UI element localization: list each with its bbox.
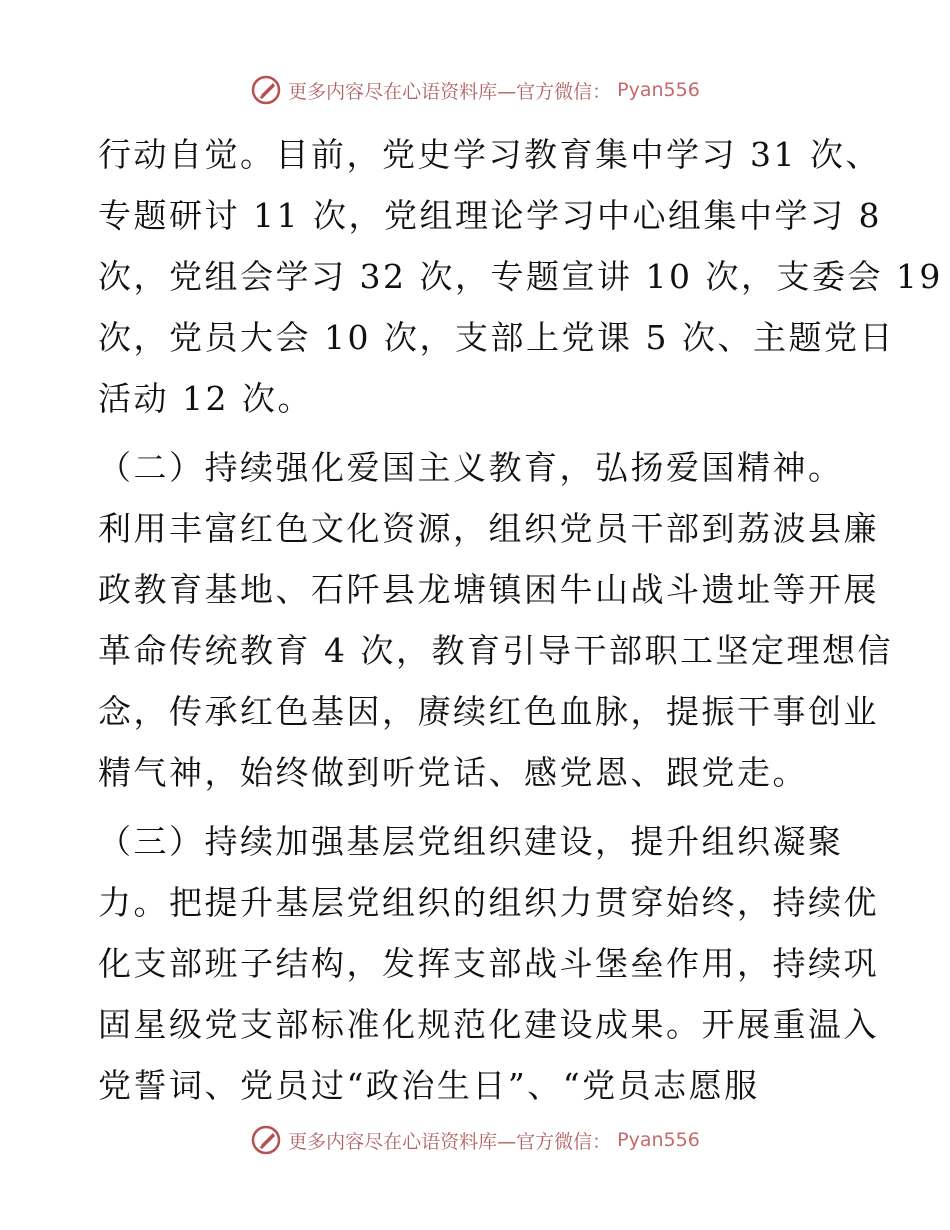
text-line: 革命传统教育 4 次，教育引导干部职工坚定理想信 [98, 631, 893, 670]
section-heading-line: （二）持续强化爱国主义教育，弘扬爱国精神。 [98, 448, 844, 487]
paragraph-2 [98, 437, 893, 803]
text-line: 政教育基地、石阡县龙塘镇困牛山战斗遗址等开展 [98, 570, 879, 609]
header-watermark [0, 74, 950, 106]
text-line: 念，传承红色基因，赓续红色血脉，提振干事创业 [98, 692, 879, 731]
text-line: 活动 12 次。 [98, 379, 313, 418]
section-heading-line: （三）持续加强基层党组织建设，提升组织凝聚 [98, 822, 844, 861]
text-line: 利用丰富红色文化资源，组织党员干部到荔波县廉 [98, 509, 879, 548]
paragraph-3 [98, 811, 879, 1116]
watermark-wechat-id: Pyan556 [617, 79, 700, 101]
footer-watermark [0, 1124, 950, 1156]
text-line: 专题研讨 11 次，党组理论学习中心组集中学习 8 [98, 196, 882, 235]
quill-logo-icon [250, 1124, 282, 1156]
text-line: 固星级党支部标准化规范化建设成果。开展重温入 [98, 1005, 879, 1044]
watermark-wechat-id: Pyan556 [617, 1129, 700, 1151]
text-line: 次，党组会学习 32 次，专题宣讲 10 次，支委会 19 [98, 257, 943, 296]
text-line: 精气神，始终做到听党话、感党恩、跟党走。 [98, 753, 808, 792]
text-line: 党誓词、党员过“政治生日”、“党员志愿服 [98, 1066, 760, 1105]
text-line: 力。把提升基层党组织的组织力贯穿始终，持续优 [98, 883, 879, 922]
document-body [98, 124, 943, 1116]
watermark-text: 更多内容尽在心语资料库—官方微信： [288, 80, 612, 103]
paragraph-1 [98, 124, 943, 429]
text-line: 行动自觉。目前，党史学习教育集中学习 31 次、 [98, 135, 881, 174]
quill-logo-icon [250, 74, 282, 106]
text-line: 次，党员大会 10 次，支部上党课 5 次、主题党日 [98, 318, 895, 357]
text-line: 化支部班子结构，发挥支部战斗堡垒作用，持续巩 [98, 944, 879, 983]
watermark-text: 更多内容尽在心语资料库—官方微信： [288, 1130, 612, 1153]
